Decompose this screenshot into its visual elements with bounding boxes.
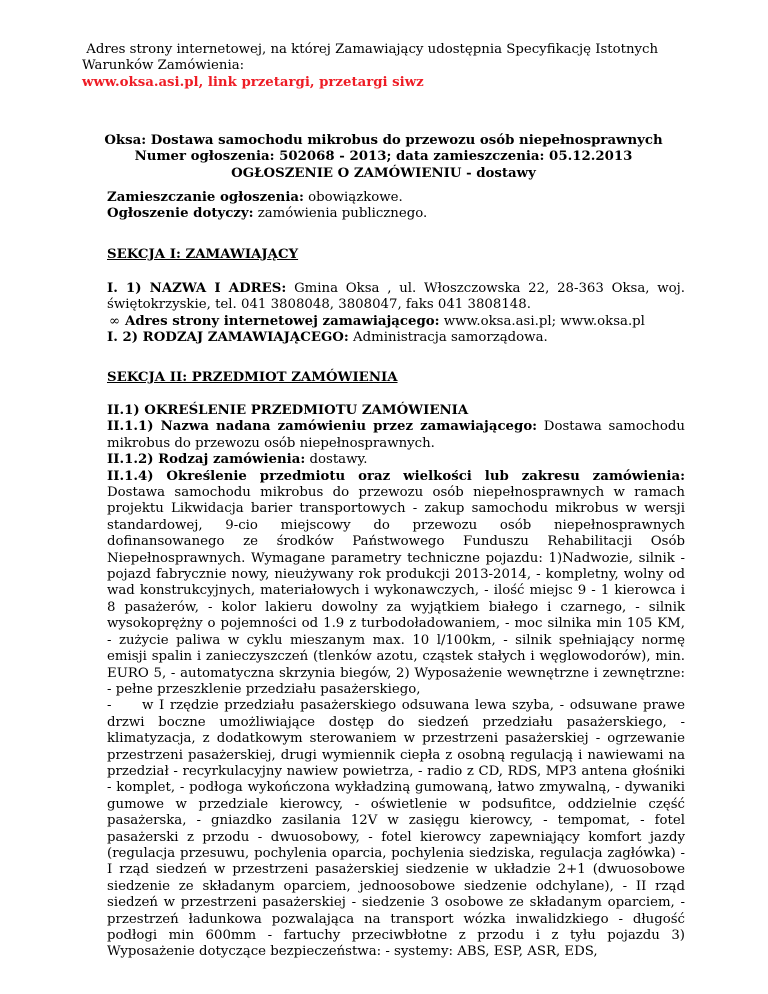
siwz-intro: Adres strony internetowej, na której Zamawiający udostępnia Specyfikację Istotnych Warunków Zamówienia: — [82, 42, 659, 74]
contract-scope: II.1.4) Określenie przedmiotu oraz wielkości lub zakresu zamówienia: Dostawa samochodu mikrobus do przewozu osób niepełnosprawnych w ramach projektu Likwidacja barier transportowych - zakup samochodu mikrobus w wersji standardowej, 9-cio miejscowy do przewozu osób niepełnosprawnych dofinansowanego ze środków Państwowego Funduszu Rehabilitacji Osób Niepełnosprawnych. Wymagane parametry techniczne pojazdu: 1)Nadwozie, silnik - pojazd fabrycznie nowy, nieużywany rok produkcji 2013-2014, - kompletny, wolny od wad konstrukcyjnych, materiałowych i wykonawczych, - ilość miejsc 9 - 1 kierowca i 8 pasażerów, - kolor lakieru dowolny za wyjątkiem białego i czarnego, - silnik wysokoprężny o pojemności od 1.9 z turbodoładowaniem, - moc silnika min 105 KM, - zużycie paliwa w cyklu mieszanym max. 10 l/100km, - silnik spełniający normę emisji spalin i zanieczyszczeń (tlenków azotu, cząstek stałych i węglowodorów), min. EURO 5, - automatyczna skrzynia biegów, 2) Wyposażenie wewnętrzne i zewnętrzne: - pełne przeszklenie przedziału pasażerskiego, - w I rzędzie przedziału pasażerskiego odsuwana lewa szyba, - odsuwane prawe drzwi boczne umożliwiające dostęp do siedzeń przedziału pasażerskiego, - klimatyzacja, z dodatkowym sterowaniem w przestrzeni pasażerskiej - ogrzewanie przestrzeni pasażerskiej, drugi wymiennik ciepła z osobną regulacją i nawiewami na przedział - recyrkulacyjny nawiew powietrza, - radio z CD, RDS, MP3 antena głośniki - komplet, - podłoga wykończona wykładziną gumowaną, łatwo zmywalną, - dywaniki gumowe w przedziale kierowcy, - oświetlenie w podsufitce, oddzielnie część pasażerska, - gniazdko zasilania 12V w zasięgu kierowcy, - tempomat, - fotel pasażerski z przodu - dwuosobowy, - fotel kierowcy zapewniający komfort jazdy (regulacja przesuwu, pochylenia oparcia, pochylenia siedziska, regulacja zagłówka) - I rząd siedzeń w przestrzeni pasażerskiej siedzenie w układzie 2+1 (dwuosobowe siedzenie ze składanym oparciem, jednoosobowe siedzenie odchylane), - II rząd siedzeń w przestrzeni pasażerskiej - siedzenie 3 osobowe ze składanym oparciem, - przestrzeń ładunkowa pozwalająca na transport wózka inwalidzkiego - długość podłogi min 600mm - fartuchy przeciwbłotne z przodu i z tyłu pojazdu 3) Wyposażenie dotyczące bezpieczeństwa: - systemy: ABS, ESP, ASR, EDS, — [107, 468, 685, 960]
meta-block — [107, 190, 685, 223]
title-line-1: Oksa: Dostawa samochodu mikrobus do przewozu osób niepełnosprawnych — [104, 133, 663, 148]
buyer-website-item: ∞ Adres strony internetowej zamawiającego: www.oksa.asi.pl; www.oksa.pl — [109, 313, 645, 329]
title-line-3: OGŁOSZENIE O ZAMÓWIENIU - dostawy — [231, 165, 536, 181]
section-2-body — [107, 403, 685, 961]
siwz-link[interactable]: www.oksa.asi.pl, link przetargi, przetargi siwz — [82, 74, 424, 90]
placement-line: Zamieszczanie ogłoszenia: obowiązkowe. — [107, 190, 403, 205]
buyer-type: I. 2) RODZAJ ZAMAWIAJĄCEGO: Administracja samorządowa. — [107, 330, 548, 346]
buyer-website-link[interactable]: www.oksa.asi.pl; www.oksa.pl — [443, 313, 645, 329]
section-1-body — [107, 281, 685, 347]
title-line-2: Numer ogłoszenia: 502068 - 2013; data zamieszczenia: 05.12.2013 — [134, 149, 633, 165]
concerns-line: Ogłoszenie dotyczy: zamówienia publicznego. — [107, 206, 428, 222]
section-1-heading: SEKCJA I: ZAMAWIAJĄCY — [107, 247, 299, 262]
siwz-notice — [82, 42, 685, 91]
announcement-title — [82, 133, 685, 182]
section-2-heading: SEKCJA II: PRZEDMIOT ZAMÓWIENIA — [107, 370, 398, 385]
infinity-bullet-icon: ∞ — [109, 313, 121, 329]
contract-name: II.1.1) Nazwa nadana zamówieniu przez zamawiającego: Dostawa samochodu mikrobus do przewozu osób niepełnosprawnych. — [107, 419, 685, 451]
subject-heading: II.1) OKREŚLENIE PRZEDMIOTU ZAMÓWIENIA — [107, 403, 469, 418]
buyer-name-address: I. 1) NAZWA I ADRES: Gmina Oksa , ul. Włoszczowska 22, 28-363 Oksa, woj. świętokrzyskie, tel. 041 3808048, 3808047, faks 041 3808148. — [107, 281, 686, 313]
contract-kind: II.1.2) Rodzaj zamówienia: dostawy. — [107, 452, 368, 468]
